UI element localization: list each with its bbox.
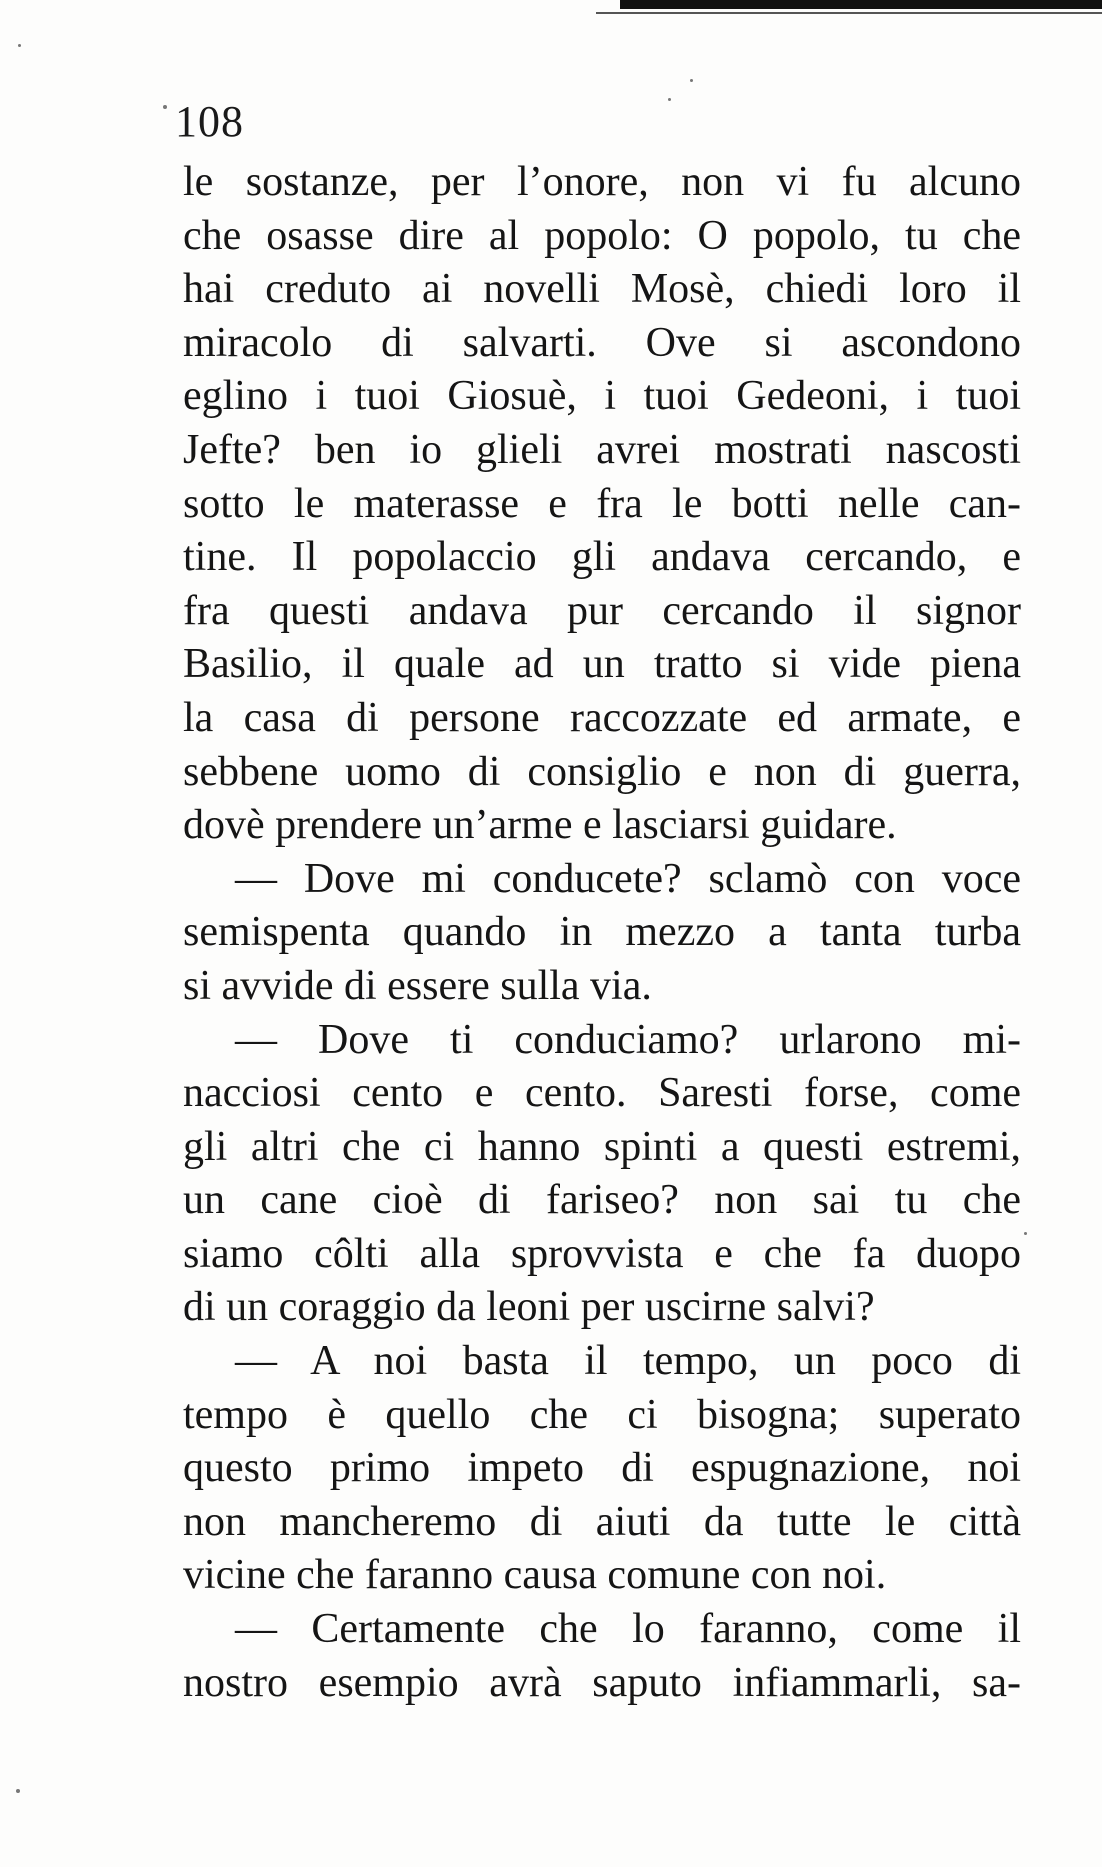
text-line: nostro esempio avrà saputo infiammarli, sa-	[183, 1659, 1021, 1706]
text-line: che osasse dire al popolo: O popolo, tu che	[183, 212, 1021, 259]
text-line: vicine che faranno causa comune con noi.	[183, 1552, 887, 1599]
text-line: nacciosi cento e cento. Saresti forse, come	[183, 1070, 1021, 1117]
body-text	[183, 156, 1021, 1710]
text-line: miracolo di salvarti. Ove si ascondono	[183, 319, 1021, 366]
text-line: — Certamente che lo faranno, come il	[235, 1606, 1021, 1653]
text-line: la casa di persone raccozzate ed armate, e	[183, 694, 1021, 741]
paper-speck	[690, 79, 693, 82]
paper-speck	[1024, 1232, 1027, 1235]
paper-speck	[668, 98, 671, 101]
text-line: tine. Il popolaccio gli andava cercando, e	[183, 534, 1021, 581]
text-line: eglino i tuoi Giosuè, i tuoi Gedeoni, i tuoi	[183, 373, 1021, 420]
text-line: un cane cioè di fariseo? non sai tu che	[183, 1177, 1021, 1224]
text-line: tempo è quello che ci bisogna; superato	[183, 1391, 1021, 1438]
text-line: hai creduto ai novelli Mosè, chiedi loro il	[183, 266, 1021, 313]
text-line: — Dove ti conduciamo? urlarono mi-	[235, 1016, 1021, 1063]
top-edge-rule	[620, 0, 1102, 9]
text-line: Jefte? ben io glieli avrei mostrati nascosti	[183, 426, 1021, 473]
paper-speck	[18, 44, 21, 47]
text-line: di un coraggio da leoni per uscirne salvi?	[183, 1284, 875, 1331]
text-line: Basilio, il quale ad un tratto si vide piena	[183, 641, 1021, 688]
text-line: sebbene uomo di consiglio e non di guerra,	[183, 748, 1021, 795]
text-line: gli altri che ci hanno spinti a questi estremi,	[183, 1123, 1021, 1170]
text-line: — Dove mi conducete? sclamò con voce	[235, 855, 1021, 902]
text-line: dovè prendere un’arme e lasciarsi guidare.	[183, 802, 897, 849]
text-line: le sostanze, per l’onore, non vi fu alcuno	[183, 159, 1021, 205]
text-line: semispenta quando in mezzo a tanta turba	[183, 909, 1021, 956]
paper-speck	[16, 1789, 20, 1793]
page-number: 108	[175, 97, 244, 146]
text-line: sotto le materasse e fra le botti nelle can-	[183, 480, 1021, 527]
text-line: non mancheremo di aiuti da tutte le città	[183, 1498, 1021, 1545]
text-line: fra questi andava pur cercando il signor	[183, 587, 1021, 634]
text-line: siamo côlti alla sprovvista e che fa duopo	[183, 1230, 1021, 1277]
paper-speck	[163, 105, 167, 109]
text-line: questo primo impeto di espugnazione, noi	[183, 1445, 1021, 1492]
text-line: si avvide di essere sulla via.	[183, 962, 652, 1009]
text-line: — A noi basta il tempo, un poco di	[235, 1338, 1021, 1385]
top-edge-rule-thin	[596, 12, 1102, 14]
